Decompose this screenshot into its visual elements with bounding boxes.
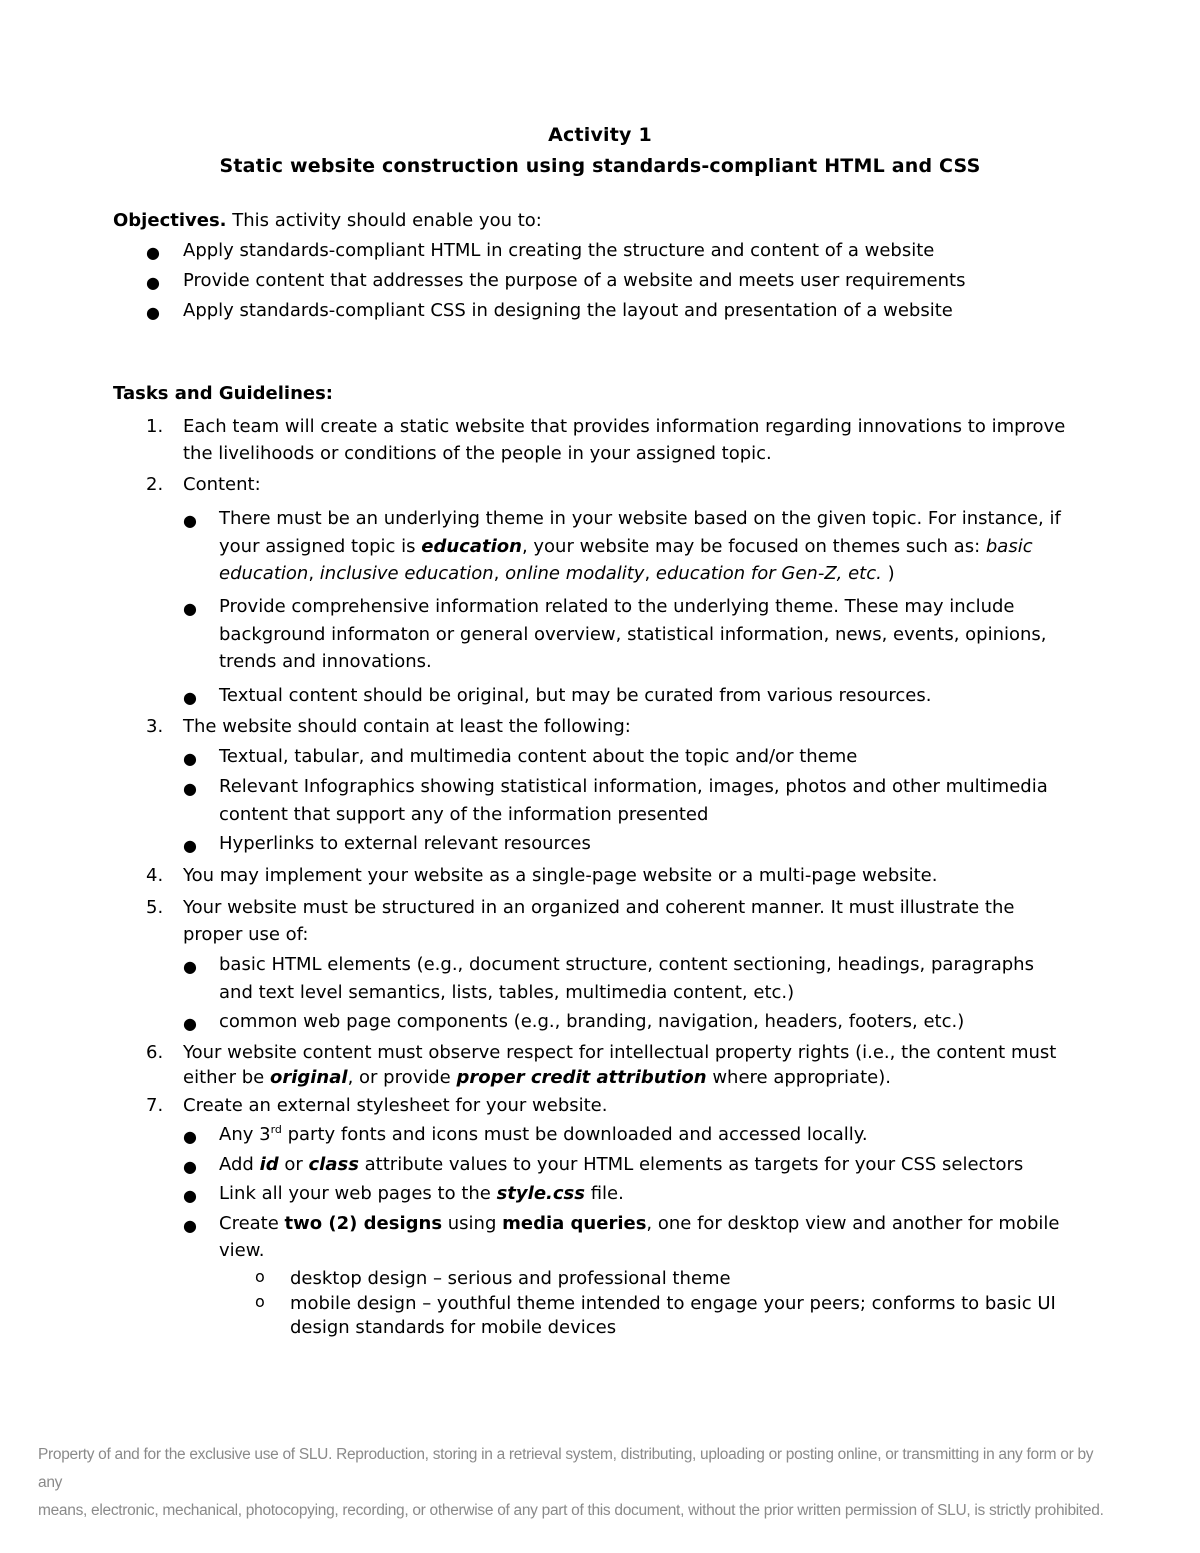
bullet-icon: ● xyxy=(183,779,197,798)
task-7-bullet-2 xyxy=(219,1154,1023,1175)
objective-item: Apply standards-compliant HTML in creating the structure and content of a website xyxy=(183,240,935,261)
objective-item: Apply standards-compliant CSS in designing the layout and presentation of a website xyxy=(183,300,953,321)
objective-item: Provide content that addresses the purpose of a website and meets user requirements xyxy=(183,270,966,291)
bullet-icon: ● xyxy=(146,273,160,292)
bullet-icon: ● xyxy=(183,1186,197,1205)
emphasis-text: id xyxy=(259,1154,279,1175)
task-2-bullet-3: Textual content should be original, but may be curated from various resources. xyxy=(219,685,932,706)
text-run: or xyxy=(278,1154,309,1175)
italic-text: inclusive education xyxy=(319,563,494,584)
list-number: 6. xyxy=(146,1042,164,1063)
superscript: rd xyxy=(270,1123,282,1136)
text-run: , or provide xyxy=(347,1067,457,1088)
objectives-label: Objectives. xyxy=(113,210,227,231)
bold-text: two (2) designs xyxy=(284,1213,443,1234)
task-5-bullet-1-line-2: and text level semantics, lists, tables, multimedia content, etc.) xyxy=(219,982,795,1003)
bullet-icon: ● xyxy=(183,1014,197,1033)
task-7-sub-item-2-line-2: design standards for mobile devices xyxy=(290,1317,617,1338)
copyright-footer xyxy=(38,1441,1118,1525)
list-number: 5. xyxy=(146,897,164,918)
task-5-bullet-1-line-1: basic HTML elements (e.g., document structure, content sectioning, headings, paragraphs xyxy=(219,954,1034,975)
bullet-icon: ● xyxy=(183,1216,197,1235)
emphasis-text: education xyxy=(421,536,522,557)
text-run: Any 3 xyxy=(219,1124,271,1145)
text-run: party fonts and icons must be downloaded and accessed locally. xyxy=(281,1124,868,1145)
task-2-bullet-2-line-1: Provide comprehensive information related to the underlying theme. These may include xyxy=(219,596,1015,617)
sub-bullet-marker: o xyxy=(255,1292,265,1311)
bullet-icon: ● xyxy=(146,243,160,262)
text-run: , xyxy=(493,563,506,584)
text-run: where appropriate). xyxy=(706,1067,891,1088)
text-run: ) xyxy=(881,563,895,584)
task-7-label: Create an external stylesheet for your website. xyxy=(183,1095,608,1116)
bullet-icon: ● xyxy=(183,836,197,855)
text-run: your assigned topic is xyxy=(219,536,422,557)
sub-bullet-marker: o xyxy=(255,1267,265,1286)
text-run: , xyxy=(308,563,320,584)
text-run: , one for desktop view and another for mobile xyxy=(646,1213,1060,1234)
task-2-bullet-2-line-3: trends and innovations. xyxy=(219,651,432,672)
italic-text: basic xyxy=(985,536,1033,557)
list-number: 7. xyxy=(146,1095,164,1116)
task-6-line-1: Your website content must observe respect for intellectual property rights (i.e., the content must xyxy=(183,1042,1057,1063)
text-run: , your website may be focused on themes such as: xyxy=(521,536,986,557)
task-7-bullet-3 xyxy=(219,1183,624,1204)
italic-text: online modality xyxy=(505,563,645,584)
bullet-icon: ● xyxy=(183,511,197,530)
task-7-sub-item-1: desktop design – serious and professional theme xyxy=(290,1268,731,1289)
emphasis-text: class xyxy=(308,1154,359,1175)
task-4-text: You may implement your website as a single-page website or a multi-page website. xyxy=(183,865,938,886)
bullet-icon: ● xyxy=(183,749,197,768)
bullet-icon: ● xyxy=(183,957,197,976)
bullet-icon: ● xyxy=(183,1127,197,1146)
bullet-icon: ● xyxy=(183,1157,197,1176)
text-run: using xyxy=(442,1213,503,1234)
task-7-sub-item-2-line-1: mobile design – youthful theme intended to engage your peers; conforms to basic UI xyxy=(290,1293,1056,1314)
footer-line-1: Property of and for the exclusive use of SLU. Reproduction, storing in a retrieval system, distributing, uploading or posting online, or transmitting in any form or by any xyxy=(38,1446,1094,1491)
task-5-bullet-2: common web page components (e.g., branding, navigation, headers, footers, etc.) xyxy=(219,1011,965,1032)
task-7-bullet-4-line-2: view. xyxy=(219,1240,265,1261)
text-run: Link all your web pages to the xyxy=(219,1183,497,1204)
list-number: 2. xyxy=(146,474,164,495)
bold-text: media queries xyxy=(502,1213,647,1234)
objectives-intro xyxy=(113,210,542,231)
italic-text: education for Gen-Z, etc. xyxy=(655,563,882,584)
task-6-line-2 xyxy=(183,1067,891,1088)
task-2-bullet-1-line-2 xyxy=(219,536,1033,557)
task-1-line-2: the livelihoods or conditions of the people in your assigned topic. xyxy=(183,443,772,464)
task-2-label: Content: xyxy=(183,474,261,495)
task-3-bullet-2-line-2: content that support any of the information presented xyxy=(219,804,709,825)
task-5-line-2: proper use of: xyxy=(183,924,309,945)
task-2-bullet-1-line-1: There must be an underlying theme in your website based on the given topic. For instance, if xyxy=(219,508,1061,529)
task-3-bullet-2-line-1: Relevant Infographics showing statistical information, images, photos and other multimedia xyxy=(219,776,1048,797)
task-3-label: The website should contain at least the following: xyxy=(183,716,631,737)
objectives-intro-text: This activity should enable you to: xyxy=(232,210,542,231)
bullet-icon: ● xyxy=(183,599,197,618)
task-1-line-1: Each team will create a static website that provides information regarding innovations to improve xyxy=(183,416,1066,437)
bullet-icon: ● xyxy=(146,303,160,322)
task-5-line-1: Your website must be structured in an organized and coherent manner. It must illustrate the xyxy=(183,897,1015,918)
tasks-heading: Tasks and Guidelines: xyxy=(113,383,334,404)
list-number: 4. xyxy=(146,865,164,886)
text-run: either be xyxy=(183,1067,270,1088)
text-run: , xyxy=(644,563,656,584)
italic-text: education xyxy=(219,563,309,584)
bullet-icon: ● xyxy=(183,688,197,707)
footer-line-2: means, electronic, mechanical, photocopying, recording, or otherwise of any part of this document, without the prior written permission of SLU, is strictly prohibited. xyxy=(38,1502,1104,1519)
emphasis-text: proper credit attribution xyxy=(456,1067,707,1088)
task-7-bullet-1 xyxy=(219,1124,868,1145)
task-3-bullet-1: Textual, tabular, and multimedia content about the topic and/or theme xyxy=(219,746,858,767)
emphasis-text: original xyxy=(269,1067,348,1088)
task-3-bullet-3: Hyperlinks to external relevant resources xyxy=(219,833,591,854)
list-number: 3. xyxy=(146,716,164,737)
document-title: Activity 1 xyxy=(548,124,652,146)
text-run: Add xyxy=(219,1154,260,1175)
text-run: Create xyxy=(219,1213,285,1234)
text-run: file. xyxy=(584,1183,624,1204)
task-2-bullet-2-line-2: background informaton or general overview, statistical information, news, events, opinions, xyxy=(219,624,1047,645)
task-7-bullet-4-line-1 xyxy=(219,1213,1059,1234)
task-2-bullet-1-line-3 xyxy=(219,563,895,584)
document-subtitle: Static website construction using standards-compliant HTML and CSS xyxy=(219,155,981,177)
text-run: attribute values to your HTML elements as targets for your CSS selectors xyxy=(358,1154,1024,1175)
emphasis-text: style.css xyxy=(496,1183,585,1204)
list-number: 1. xyxy=(146,416,164,437)
